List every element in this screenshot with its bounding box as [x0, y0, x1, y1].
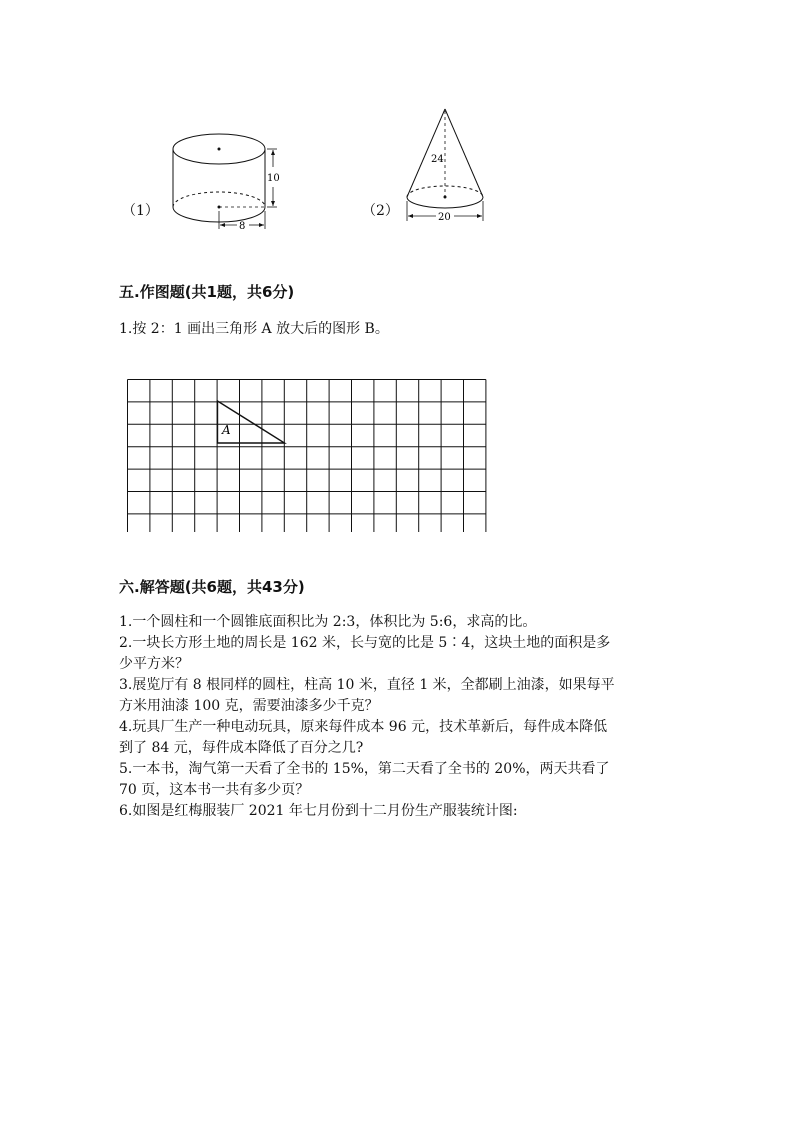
- cylinder-radius-label: 8: [239, 221, 246, 232]
- section-5-question-1: 1.按 2：1 画出三角形 A 放大后的图形 B。: [119, 321, 389, 337]
- question-1-line: 1.一个圆柱和一个圆锥底面积比为 2:3，体积比为 5:6，求高的比。: [119, 614, 537, 630]
- triangle-a-label: A: [222, 423, 231, 437]
- question-5-line-1: 5.一本书，淘气第一天看了全书的 15%，第二天看了全书的 20%，两天共看了: [119, 761, 610, 777]
- question-3-line-2: 方米用油漆 100 克，需要油漆多少千克？: [119, 698, 379, 714]
- question-3-line-1: 3.展览厅有 8 根同样的圆柱，柱高 10 米，直径 1 米，全都刷上油漆，如果每平: [119, 677, 615, 693]
- cone-figure: [400, 105, 495, 227]
- cylinder-figure: [165, 125, 295, 235]
- cone-diameter-label: 20: [438, 212, 451, 223]
- question-5-line-2: 70 页，这本书一共有多少页？: [119, 782, 310, 798]
- section-6-questions: [119, 612, 615, 822]
- section-5-title: 五.作图题(共1题，共6分): [119, 283, 295, 301]
- question-6-line: 6.如图是红梅服装厂 2021 年七月份到十二月份生产服装统计图:: [119, 803, 518, 819]
- cone-height-label: 24: [431, 154, 444, 165]
- question-2-line-1: 2.一块长方形土地的周长是 162 米，长与宽的比是 5∶4，这块土地的面积是多: [119, 635, 611, 651]
- cylinder-figure-label: （1）: [122, 203, 159, 219]
- section-6-title: 六.解答题(共6题，共43分): [119, 578, 305, 596]
- cone-figure-label: （2）: [362, 203, 399, 219]
- drawing-grid: [126, 378, 490, 532]
- question-2-line-2: 少平方米？: [119, 656, 189, 672]
- cylinder-height-label: 10: [267, 173, 280, 184]
- question-4-line-2: 到了 84 元，每件成本降低了百分之几?: [119, 740, 364, 756]
- question-4-line-1: 4.玩具厂生产一种电动玩具，原来每件成本 96 元，技术革新后，每件成本降低: [119, 719, 608, 735]
